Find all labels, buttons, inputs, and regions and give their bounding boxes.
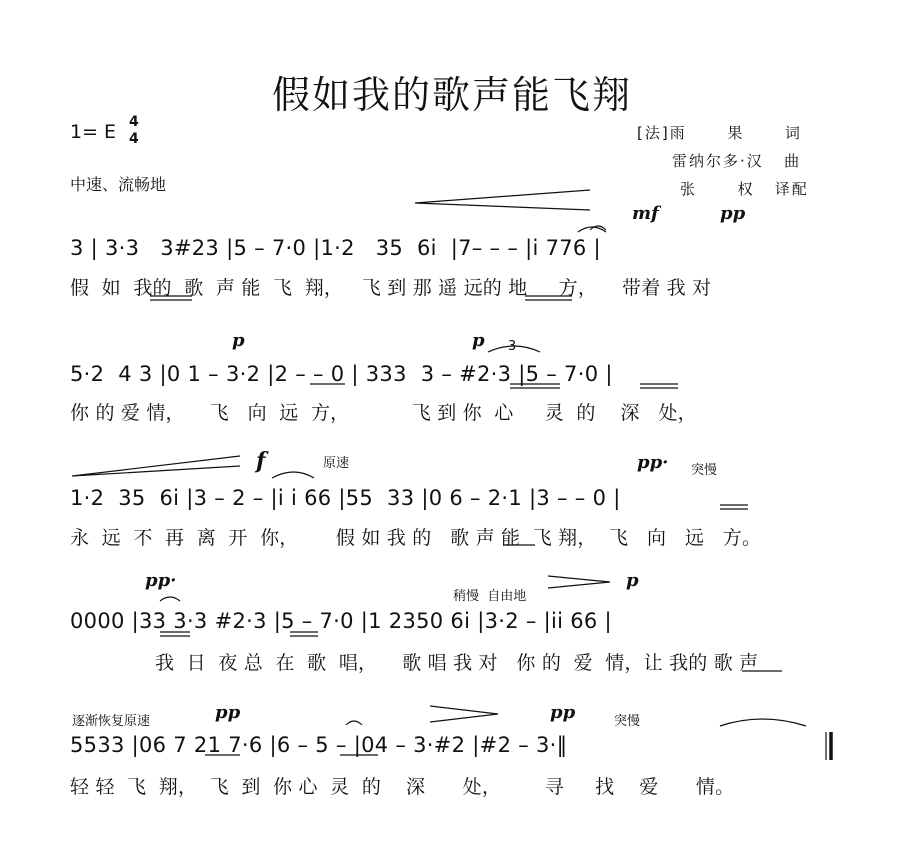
decrescendo-hairpin: [430, 706, 498, 722]
notation-line-5: 5533 |06 7 21 7·6 |6 – 5 – |04 – 3·#2 |#2 – 3·‖: [70, 733, 568, 757]
tempo-tuman: 突慢: [691, 463, 718, 478]
dynamic-pp: pp: [215, 702, 241, 723]
time-signature-denominator: 4: [129, 131, 139, 147]
composer-credit: 雷纳尔多·汉 曲: [672, 152, 802, 170]
duration-underline: [510, 384, 560, 388]
duration-underline: [160, 632, 190, 636]
tie-arc: [160, 597, 180, 601]
lyrics-line-3: 永 远 不 再 离 开 你， 假 如 我 的 歌 声 能 飞 翔， 飞 向 远 方。: [70, 527, 762, 549]
dynamic-f: f: [256, 448, 266, 474]
triplet-bracket: [488, 346, 540, 352]
dynamic-p: p: [472, 330, 485, 351]
notation-line-3: 1·2 35 6i |3 – 2 – |i i 66 |55 33 |0 6 – 2·1 |3 – – 0 |: [70, 486, 621, 510]
notation-line-4: 0000 |33 3·3 #2·3 |5 – 7·0 |1 2350 6i |3·2 – |ii 66 |: [70, 609, 612, 633]
notation-line-2: 5·2 4 3 |0 1 – 3·2 |2 – – 0 | 333 3 – #2·3 |5 – 7·0 |: [70, 362, 613, 386]
decrescendo-hairpin: [415, 190, 590, 210]
lyrics-line-1: 假 如 我的 歌 声 能 飞 翔， 飞 到 那 遥 远的 地 方， 带着 我 对: [70, 277, 712, 299]
tempo-yuansu: 原速: [323, 456, 350, 471]
duration-underline: [290, 632, 318, 636]
lyrics-line-4: 我 日 夜 总 在 歌 唱， 歌 唱 我 对 你 的 爱 情，让 我的 歌 声: [155, 652, 759, 674]
tempo-tuman: 突慢: [614, 714, 641, 729]
tie-arc: [720, 719, 806, 726]
fermata-arc: [346, 721, 362, 725]
duration-underline: [720, 505, 748, 509]
time-signature-numerator: 4: [129, 114, 139, 130]
lyric-underline: [150, 296, 192, 300]
lyrics-line-2: 你 的 爱 情， 飞 向 远 方， 飞 到 你 心 灵 的 深 处，: [70, 402, 697, 424]
decrescendo-hairpin: [548, 576, 610, 588]
song-title: 假如我的歌声能飞翔: [271, 73, 632, 117]
tempo-zhujian: 逐渐恢复原速: [72, 714, 151, 729]
duration-underline: [640, 384, 678, 388]
tie-arc: [272, 472, 314, 478]
key-signature: 1= E: [70, 121, 117, 143]
triplet-mark: 3: [508, 339, 517, 354]
dynamic-mf: mf: [632, 203, 659, 224]
tempo-shaoman: 稍慢 自由地: [453, 589, 527, 604]
dynamic-p: p: [232, 330, 245, 351]
dynamic-pp: pp: [720, 203, 746, 224]
lyrics-line-5: 轻 轻 飞 翔， 飞 到 你 心 灵 的 深 处， 寻 找 爱 情。: [70, 776, 735, 798]
lyricist-credit: [法]雨 果 词: [637, 124, 802, 142]
lyric-underline: [525, 296, 572, 300]
dynamic-pp: pp·: [145, 570, 177, 591]
tempo-marking: 中速、流畅地: [70, 175, 167, 194]
translator-credit: 张 权 译配: [680, 180, 809, 198]
crescendo-hairpin: [72, 456, 240, 476]
notation-line-1: 3 | 3·3 3#23 |5 – 7·0 |1·2 35 6i |7– – – |i 776 |: [70, 236, 601, 260]
dynamic-pp: pp·: [637, 452, 669, 473]
dynamic-pp: pp: [550, 702, 576, 723]
dynamic-p: p: [626, 570, 639, 591]
